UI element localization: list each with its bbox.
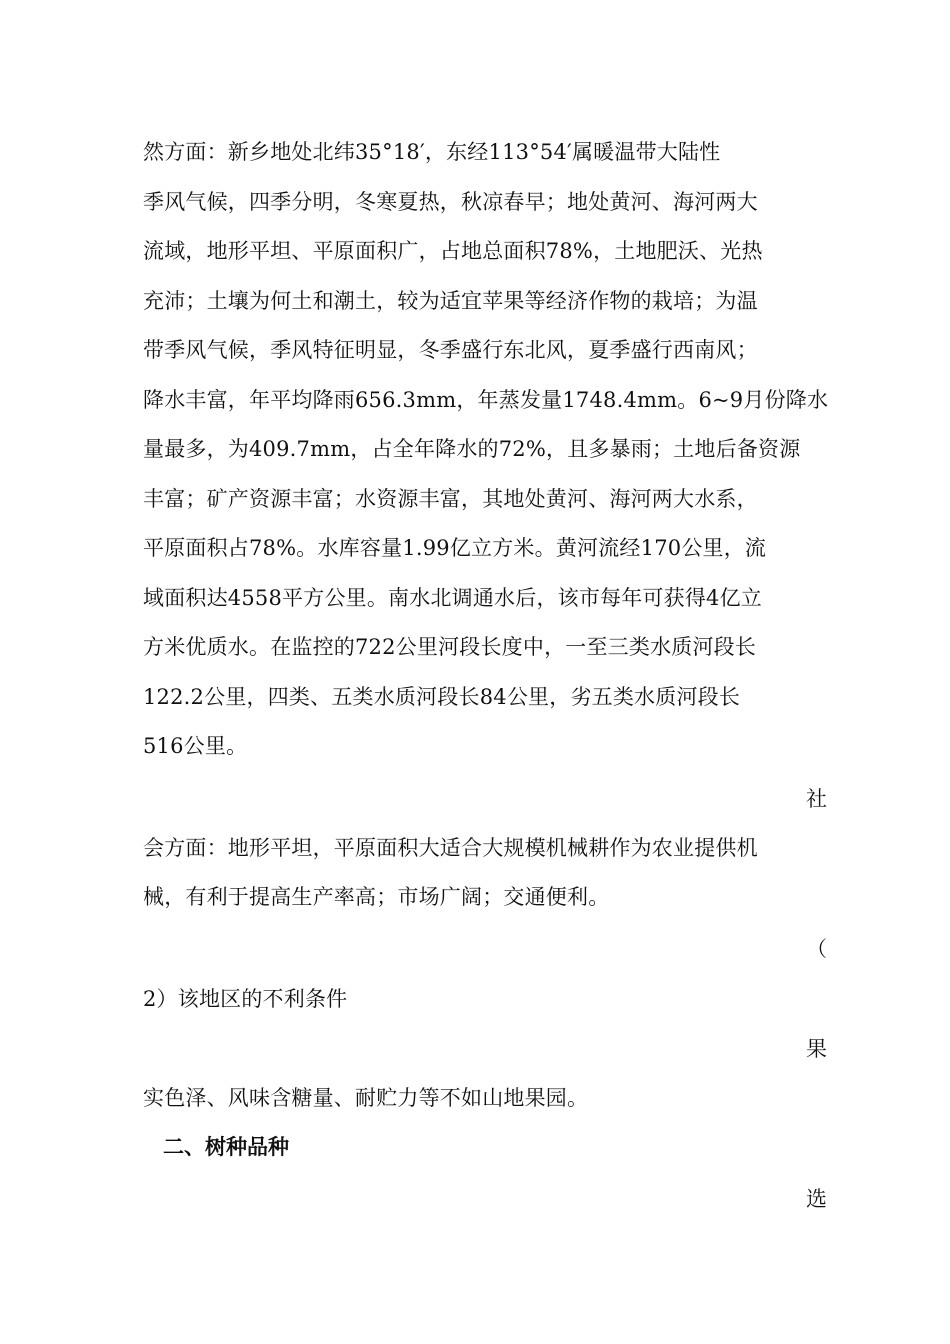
fruit-lead-char: 果	[806, 1037, 827, 1061]
text-line: 充沛；土壤为何土和潮土，较为适宜苹果等经济作物的栽培；为温	[143, 289, 758, 313]
text-line: 516公里。	[143, 734, 248, 758]
section-heading: 二、树种品种	[163, 1134, 289, 1159]
text-line: 带季风气候，季风特征明显，冬季盛行东北风，夏季盛行西南风；	[143, 338, 758, 362]
text-line: 丰富；矿产资源丰富；水资源丰富，其地处黄河、海河两大水系，	[143, 487, 758, 511]
social-lead-char: 社	[806, 787, 827, 811]
text-line: 季风气候，四季分明，冬寒夏热，秋凉春早；地处黄河、海河两大	[143, 190, 758, 214]
text-line: 实色泽、风味含糖量、耐贮力等不如山地果园。	[143, 1086, 589, 1110]
text-line: 降水丰富，年平均降雨656.3mm，年蒸发量1748.4mm。6~9月份降水	[143, 388, 829, 412]
text-line: 然方面：新乡地处北纬35°18′，东经113°54′属暖温带大陆性	[143, 140, 721, 164]
text-line: 流域，地形平坦、平原面积广，占地总面积78%，土地肥沃、光热	[143, 239, 763, 263]
text-line: 平原面积占78%。水库容量1.99亿立方米。黄河流经170公里，流	[143, 536, 767, 560]
text-line: 方米优质水。在监控的722公里河段长度中，一至三类水质河段长	[143, 635, 757, 659]
select-lead-char: 选	[806, 1187, 827, 1211]
text-line: 械，有利于提高生产率高；市场广阔；交通便利。	[143, 885, 610, 909]
text-line: 域面积达4558平方公里。南水北调通水后，该市每年可获得4亿立	[143, 586, 763, 610]
unfavorable-lead-char: （	[806, 937, 827, 961]
text-line: 会方面：地形平坦，平原面积大适合大规模机械耕作为农业提供机	[143, 836, 758, 860]
unfavorable-title: 2）该地区的不利条件	[143, 987, 348, 1011]
text-line: 122.2公里，四类、五类水质河段长84公里，劣五类水质河段长	[143, 685, 741, 709]
text-line: 量最多，为409.7mm，占全年降水的72%，且多暴雨；土地后备资源	[143, 437, 801, 461]
